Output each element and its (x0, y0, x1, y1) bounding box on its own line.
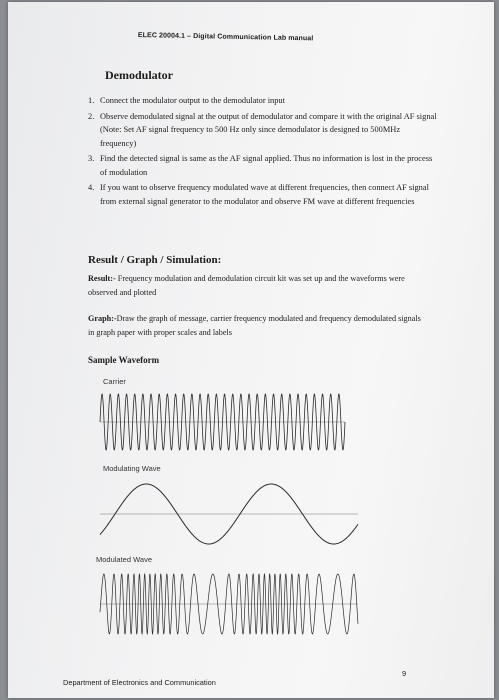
carrier-waveform (100, 390, 350, 460)
carrier-trace (100, 394, 345, 450)
graph-label: Graph:- (88, 314, 117, 323)
step-number: 3. (88, 154, 95, 163)
step-text: Connect the modulator output to the demodulator input (100, 96, 285, 105)
result-text: Frequency modulation and demodulation circuit kit was set up and the waveforms were observed and plotted (88, 274, 405, 297)
page-number: 9 (402, 669, 407, 678)
step-number: 2. (88, 111, 95, 121)
procedure-step-4 (88, 181, 438, 208)
result-paragraph (88, 272, 428, 300)
modulating-wave-label: Modulating Wave (103, 464, 161, 473)
step-text: Find the detected signal is same as the AF signal applied. Thus no information is lost in the process of modulation (100, 154, 433, 177)
graph-paragraph (88, 312, 428, 340)
result-heading: Result / Graph / Simulation: (88, 254, 222, 266)
result-label: Result:- (88, 274, 116, 283)
step-text: Observe demodulated signal at the output of demodulator and compare it with the original AF signal (Note: Set AF signal frequency to 500 Hz only since demodulator is designed to 500MHz frequency) (100, 111, 437, 148)
graph-text: Draw the graph of message, carrier frequency modulated and frequency demodulated signals in graph paper with proper scales and labels (88, 314, 421, 337)
manual-page (8, 2, 494, 698)
step-number: 4. (88, 183, 95, 192)
procedure-step-1 (88, 94, 438, 108)
procedure-step-3 (88, 152, 438, 179)
modulated-wave-label: Modulated Wave (96, 555, 153, 564)
section-title: Demodulator (105, 68, 173, 82)
sample-waveform-heading: Sample Waveform (88, 355, 160, 365)
procedure-step-2 (88, 110, 438, 151)
page-header: ELEC 20004.1 – Digital Communication Lab manual (137, 32, 314, 43)
carrier-label: Carrier (103, 377, 126, 386)
modulated-waveform (100, 568, 362, 640)
step-number: 1. (88, 96, 95, 105)
step-text: If you want to observe frequency modulated wave at different frequencies, then connect AF signal from external signal generator to the modulator and observe FM wave at different frequencies (100, 183, 429, 206)
procedure-list (88, 94, 438, 210)
page-footer: Department of Electronics and Communication (63, 678, 216, 687)
modulating-waveform (100, 478, 362, 552)
